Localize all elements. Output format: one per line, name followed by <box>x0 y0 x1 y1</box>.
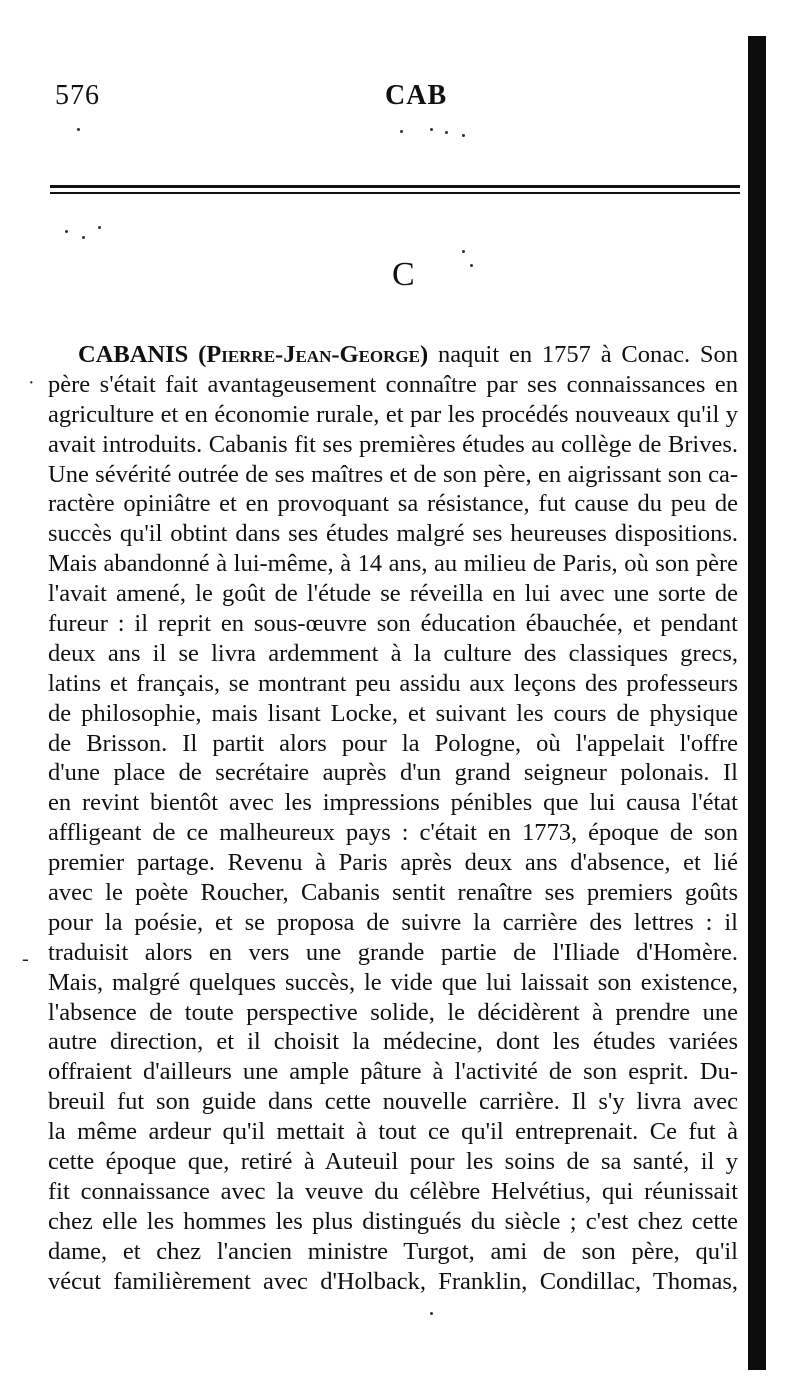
entry-line: avait introduits. Cabanis fit ses premières études au collège de Brives. <box>48 430 738 458</box>
entry-line: Mais, malgré quelques succès, le vide que lui laissait son existence, <box>48 968 738 996</box>
entry-line: de Brisson. Il partit alors pour la Pologne, où l'appelait l'offre <box>48 729 738 757</box>
entry-line: ractère opiniâtre et en provoquant sa résistance, fut cause du peu de <box>48 490 738 518</box>
entry-given-names: (Pierre-Jean-George) <box>198 341 429 368</box>
margin-mark: - <box>22 948 29 970</box>
entry-line: de philosophie, mais lisant Locke, et suivant les cours de physique <box>48 699 738 727</box>
print-speck <box>82 236 85 239</box>
entry-first-line <box>48 340 738 370</box>
entry-line: fureur : il reprit en sous-œuvre son éducation ébauchée, et pendant <box>48 610 738 638</box>
header-rule <box>50 192 740 194</box>
running-head: CAB <box>385 80 448 111</box>
entry-line: pour la poésie, et se proposa de suivre la carrière des lettres : il <box>48 908 738 936</box>
print-speck <box>430 128 433 131</box>
print-speck <box>400 130 403 133</box>
entry-line: Une sévérité outrée de ses maîtres et de son père, en aigrissant son ca- <box>48 460 738 488</box>
entry-line: traduisit alors en vers une grande partie de l'Iliade d'Homère. <box>48 938 738 966</box>
print-speck <box>98 226 101 229</box>
entry-line: agriculture et en économie rurale, et par les procédés nouveaux qu'il y <box>48 400 738 428</box>
entry-line: offraient d'ailleurs une ample pâture à l'activité de son esprit. Du- <box>48 1058 738 1086</box>
entry-line: chez elle les hommes les plus distingués du siècle ; c'est chez cette <box>48 1207 738 1235</box>
print-speck <box>65 230 68 233</box>
page-edge-shadow <box>748 36 766 1370</box>
entry-line: deux ans il se livra ardemment à la culture des classiques grecs, <box>48 639 738 667</box>
entry-line: vécut familièrement avec d'Holback, Franklin, Condillac, Thomas, <box>48 1267 738 1295</box>
entry-line: autre direction, et il choisit la médecine, dont les études variées <box>48 1028 738 1056</box>
print-speck <box>462 250 465 253</box>
print-speck <box>445 131 448 134</box>
entry-line: l'avait amené, le goût de l'étude se réveilla en lui avec une sorte de <box>48 580 738 608</box>
entry-line: Mais abandonné à lui-même, à 14 ans, au milieu de Paris, où son père <box>48 550 738 578</box>
margin-mark: · <box>28 372 35 394</box>
section-letter: C <box>392 256 415 293</box>
entry-line: succès qu'il obtint dans ses études malgré ses heureuses dispositions. <box>48 520 738 548</box>
print-speck <box>430 1312 433 1315</box>
page-number: 576 <box>55 80 100 111</box>
entry-line: la même ardeur qu'il mettait à tout ce qu'il entreprenait. Ce fut à <box>48 1118 738 1146</box>
entry-line: d'une place de secrétaire auprès d'un grand seigneur polonais. Il <box>48 759 738 787</box>
entry-line: avec le poète Roucher, Cabanis sentit renaître ses premiers goûts <box>48 879 738 907</box>
entry-line: breuil fut son guide dans cette nouvelle carrière. Il s'y livra avec <box>48 1088 738 1116</box>
entry-line: en revint bientôt avec les impressions pénibles que lui causa l'état <box>48 789 738 817</box>
print-speck <box>77 128 80 131</box>
biography-entry <box>48 340 738 1297</box>
entry-line: premier partage. Revenu à Paris après deux ans d'absence, et lié <box>48 849 738 877</box>
entry-line: latins et français, se montrant peu assidu aux leçons des professeurs <box>48 669 738 697</box>
header-rule <box>50 185 740 188</box>
entry-line: dame, et chez l'ancien ministre Turgot, ami de son père, qu'il <box>48 1237 738 1265</box>
entry-line: père s'était fait avantageusement connaître par ses connaissances en <box>48 370 738 398</box>
entry-headword: CABANIS <box>78 341 189 368</box>
entry-line: fit connaissance avec la veuve du célèbre Helvétius, qui réunissait <box>48 1177 738 1205</box>
entry-line: l'absence de toute perspective solide, le décidèrent à prendre une <box>48 998 738 1026</box>
print-speck <box>462 134 465 137</box>
entry-line: affligeant de ce malheureux pays : c'était en 1773, époque de son <box>48 819 738 847</box>
entry-text: naquit en 1757 à Conac. Son <box>437 341 738 368</box>
print-speck <box>470 264 473 267</box>
entry-line: cette époque que, retiré à Auteuil pour les soins de sa santé, il y <box>48 1148 738 1176</box>
